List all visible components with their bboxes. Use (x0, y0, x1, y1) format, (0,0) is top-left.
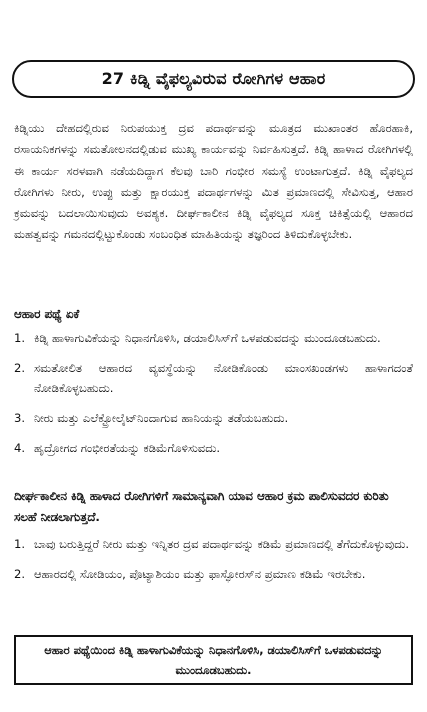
list-number: 2. (14, 567, 26, 581)
list-number: 1. (14, 331, 26, 345)
list-text: ಹೃದ್ರೋಗದ ಗಂಭೀರತೆಯನ್ನು ಕಡಿಮೆಗೊಳಿಸುವದು. (34, 441, 221, 455)
list-item (14, 328, 413, 348)
list-item (14, 358, 413, 398)
list-text: ಬಾವು ಬರುತ್ತಿದ್ದರೆ ನೀರು ಮತ್ತು ಇನ್ನಿತರ ದ್ರವ ಪದಾರ್ಥವನ್ನು ಕಡಿಮೆ ಪ್ರಮಾಣದಲ್ಲಿ ತೆಗೆದುಕೊಳ್ಳುವುದು. (34, 537, 410, 551)
list-number: 3. (14, 411, 26, 425)
list-text: ಆಹಾರದಲ್ಲಿ ಸೋಡಿಯಂ, ಪೊಟ್ಯಾಶಿಯಂ ಮತ್ತು ಫಾಸ್ಫೋರಸ್‌ನ ಪ್ರಮಾಣ ಕಡಿಮೆ ಇರಬೇಕು. (34, 567, 366, 581)
list-number: 2. (14, 361, 26, 375)
list-item (14, 534, 413, 554)
list-item (14, 438, 413, 458)
list-item (14, 564, 413, 584)
list-number: 1. (14, 537, 26, 551)
list-text: ನೀರು ಮತ್ತು ಎಲೆಕ್ಟ್ರೋಲೈಟ್‌ನಿಂದಾಗುವ ಹಾನಿಯನ್ನು ತಡೆಯಬಹುದು. (34, 411, 289, 425)
section-heading-diet-advice: ದೀರ್ಘಕಾಲೀನ ಕಿಡ್ನಿ ಹಾಳಾದ ರೋಗಿಗಳಿಗೆ ಸಾಮಾನ್ಯವಾಗಿ ಯಾವ ಆಹಾರ ಕ್ರಮ ಪಾಲಿಸುವದರ ಕುರಿತು ಸಲಹೆ ನೀಡಲಾಗುತ್ತದೆ. (14, 489, 389, 524)
intro-paragraph: ಕಿಡ್ನಿಯು ದೇಹದಲ್ಲಿರುವ ನಿರುಪಯುಕ್ತ ದ್ರವ ಪದಾರ್ಥವನ್ನು ಮೂತ್ರದ ಮುಖಾಂತರ ಹೊರಹಾಕಿ, ರಸಾಯನಿಕಗಳನ್ನು ಸಮತೋಲನದಲ್ಲಿಡುವ ಮುಖ್ಯ ಕಾರ್ಯವನ್ನು ನಿರ್ವಹಿಸುತ್ತದೆ. ಕಿಡ್ನಿ ಹಾಳಾದ ರೋಗಿಗಳಲ್ಲಿ ಈ ಕಾರ್ಯ ಸರಳವಾಗಿ ನಡೆಯದಿದ್ದಾಗ ಕೆಲವು ಬಾರಿ ಗಂಭೀರ ಸಮಸ್ಯೆ ಉಂಟಾಗುತ್ತದೆ. ಕಿಡ್ನಿ ವೈಫಲ್ಯದ ರೋಗಿಗಳು ನೀರು, ಉಪ್ಪು ಮತ್ತು ಕ್ಷಾರಯುಕ್ತ ಪದಾರ್ಥಗಳನ್ನು ಮಿತ ಪ್ರಮಾಣದಲ್ಲಿ ಸೇವಿಸುತ್ತ, ಆಹಾರ ಕ್ರಮವನ್ನು ಬದಲಾಯಿಸುವುದು ಅವಶ್ಯಕ. ದೀರ್ಘಕಾಲೀನ ಕಿಡ್ನಿ ವೈಫಲ್ಯದ ಸೂಕ್ತ ಚಿಕಿತ್ಸೆಯಲ್ಲಿ ಆಹಾರದ ಮಹತ್ವವನ್ನು ಗಮನದಲ್ಲಿಟ್ಟುಕೊಂಡು ಸಂಬಂಧಿತ ಮಾಹಿತಿಯನ್ನು ತಜ್ಞರಿಂದ ತಿಳಿದುಕೊಳ್ಳಬೇಕು. (14, 121, 413, 242)
chapter-title: 27 ಕಿಡ್ನಿ ವೈಫಲ್ಯವಿರುವ ರೋಗಿಗಳ ಆಹಾರ (12, 60, 415, 98)
why-diet-list (14, 328, 413, 468)
list-item (14, 408, 413, 428)
diet-advice-list (14, 534, 413, 594)
section-heading-why-diet: ಆಹಾರ ಪಥ್ಯೆ ಏಕೆ (14, 307, 80, 321)
list-text: ಸಮತೋಲಿತ ಆಹಾರದ ವ್ಯವಸ್ಥೆಯನ್ನು ನೋಡಿಕೊಂಡು ಮಾಂಸಖಂಡಗಳು ಹಾಳಾಗದಂತೆ ನೋಡಿಕೊಳ್ಳಬಹುದು. (34, 361, 413, 395)
list-number: 4. (14, 441, 26, 455)
list-text: ಕಿಡ್ನಿ ಹಾಳಾಗುವಿಕೆಯನ್ನು ನಿಧಾನಗೊಳಿಸಿ, ಡಯಾಲಿಸಿಸ್‌ಗೆ ಒಳಪಡುವದನ್ನು ಮುಂದೂಡಬಹುದು. (34, 331, 381, 345)
summary-note-box: ಆಹಾರ ಪಥ್ಯೆಯಿಂದ ಕಿಡ್ನಿ ಹಾಳಾಗುವಿಕೆಯನ್ನು ನಿಧಾನಗೊಳಿಸಿ, ಡಯಾಲಿಸಿಸ್‌ಗೆ ಒಳಪಡುವದನ್ನು ಮುಂದೂಡಬಹುದು. (14, 635, 413, 685)
